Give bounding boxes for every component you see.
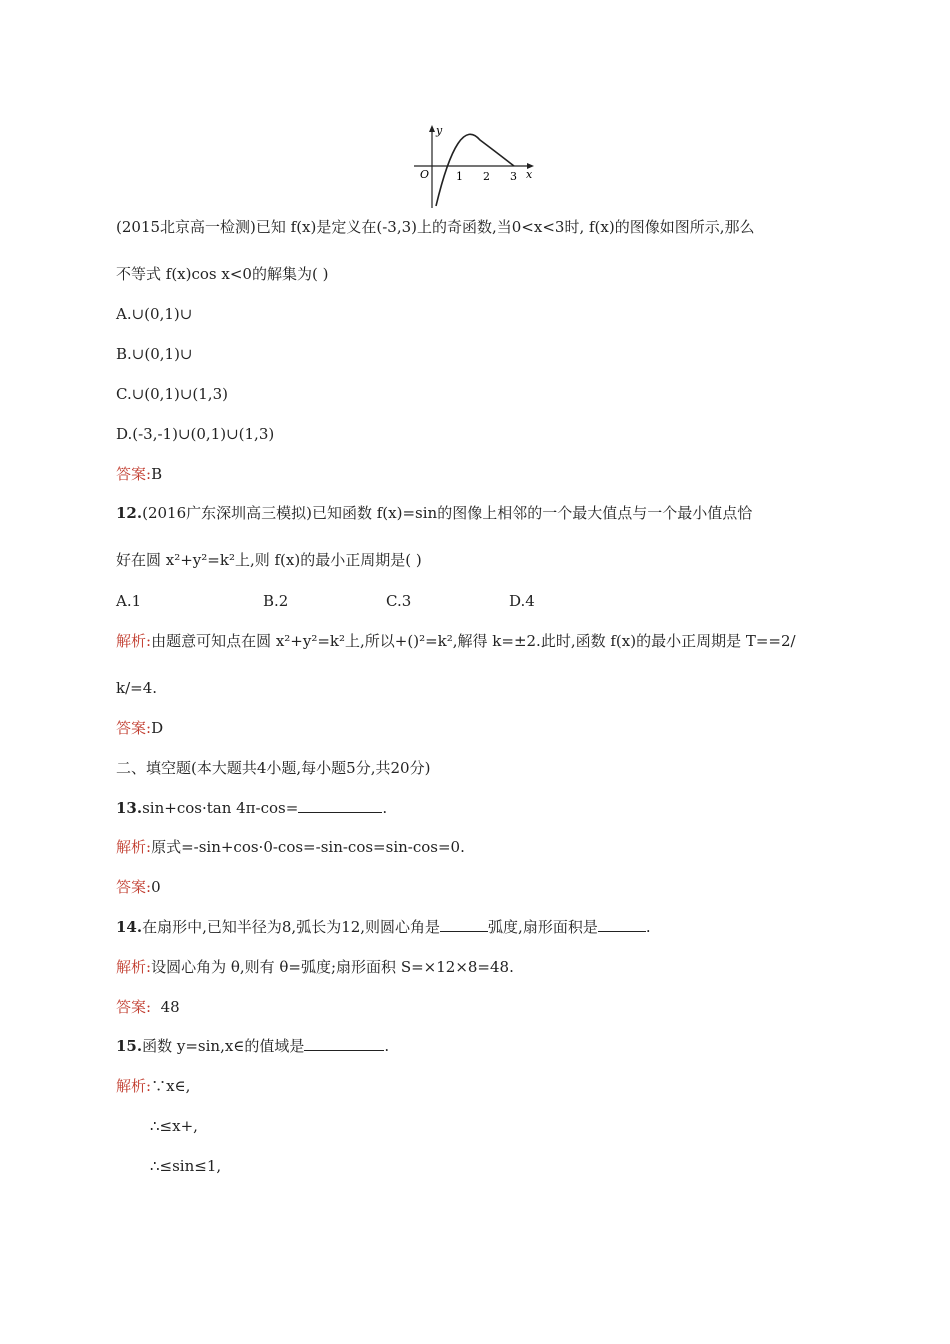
q11-stem-line1: (2015北京高一检测)已知 f(x)是定义在(-3,3)上的奇函数,当0<x<3时, f(x)的图像如图所示,那么: [116, 218, 755, 236]
q12-option-a: A.1: [116, 592, 142, 610]
analysis-text: ∵x∈,: [151, 1077, 191, 1095]
q14-end: .: [645, 918, 651, 936]
analysis-text: 原式=-sin+cos·0-cos=-sin-cos=sin-cos=0.: [151, 838, 465, 856]
answer-value: 48: [151, 998, 180, 1016]
q11-option-c: C.∪(0,1)∪(1,3): [116, 385, 228, 403]
q13-text: sin+cos·tan 4π-cos=: [142, 799, 299, 817]
q13-answer: [116, 877, 161, 897]
q14-stem: [116, 917, 651, 937]
analysis-label: 解析:: [116, 958, 152, 976]
answer-label: 答案:: [116, 465, 152, 483]
q11-stem-line2: 不等式 f(x)cos x<0的解集为( ): [116, 265, 329, 283]
question-number: 14.: [116, 918, 143, 936]
section-heading: 二、填空题(本大题共4小题,每小题5分,共20分): [116, 759, 431, 777]
origin-label: O: [420, 168, 430, 181]
analysis-text: 设圆心角为 θ,则有 θ=弧度;扇形面积 S=×12×8=48.: [151, 958, 514, 976]
curve: [436, 134, 514, 206]
q13-analysis: [116, 837, 465, 857]
q13-end: .: [382, 799, 388, 817]
q12-stem-line1: [116, 503, 752, 523]
q15-step-2: ∴≤sin≤1,: [150, 1157, 222, 1175]
q12-option-c: C.3: [386, 592, 412, 610]
q15-text: 函数 y=sin,x∈的值域是: [142, 1037, 305, 1055]
x-axis-label: x: [526, 168, 533, 181]
q12-stem-line2: 好在圆 x²+y²=k²上,则 f(x)的最小正周期是( ): [116, 551, 422, 569]
analysis-label: 解析:: [116, 838, 152, 856]
tick-label-2: 2: [483, 170, 490, 183]
question-number: 15.: [116, 1037, 143, 1055]
q14-text-b: 弧度,扇形面积是: [488, 918, 598, 936]
q15-stem: [116, 1036, 389, 1056]
analysis-text: 由题意可知点在圆 x²+y²=k²上,所以+()²=k²,解得 k=±2.此时,函数 f(x)的最小正周期是 T==2/: [151, 632, 796, 650]
answer-blank: [298, 798, 382, 813]
y-axis-arrow: [429, 125, 435, 132]
y-axis-label: y: [436, 124, 443, 137]
answer-blank: [304, 1036, 384, 1051]
analysis-label: 解析:: [116, 1077, 152, 1095]
q12-analysis-line2: k/=4.: [116, 679, 158, 697]
analysis-label: 解析:: [116, 632, 152, 650]
q11-option-a: A.∪(0,1)∪: [116, 305, 193, 323]
answer-label: 答案:: [116, 719, 152, 737]
q11-answer: [116, 464, 162, 484]
answer-label: 答案:: [116, 998, 152, 1016]
question-number: 13.: [116, 799, 143, 817]
answer-label: 答案:: [116, 878, 152, 896]
tick-label-3: 3: [510, 170, 517, 183]
q14-text-a: 在扇形中,已知半径为8,弧长为12,则圆心角是: [142, 918, 441, 936]
q11-option-b: B.∪(0,1)∪: [116, 345, 193, 363]
tick-label-1: 1: [456, 170, 463, 183]
q12-analysis-line1: [116, 631, 796, 651]
q13-stem: [116, 798, 387, 818]
answer-value: 0: [151, 878, 161, 896]
question-number: 12.: [116, 504, 143, 522]
q12-text: (2016广东深圳高三模拟)已知函数 f(x)=sin的图像上相邻的一个最大值点与一个最小值点恰: [142, 504, 753, 522]
answer-blank-2: [598, 917, 646, 932]
q12-answer: [116, 718, 163, 738]
q14-answer: [116, 997, 180, 1017]
q15-step-1: ∴≤x+,: [150, 1117, 198, 1135]
q12-option-d: D.4: [509, 592, 535, 610]
answer-value: D: [151, 719, 164, 737]
q15-analysis: [116, 1076, 190, 1096]
q11-option-d: D.(-3,-1)∪(0,1)∪(1,3): [116, 425, 275, 443]
function-graph: [410, 122, 540, 210]
answer-value: B: [151, 465, 163, 483]
q12-option-b: B.2: [263, 592, 289, 610]
q14-analysis: [116, 957, 514, 977]
answer-blank-1: [440, 917, 488, 932]
q15-end: .: [384, 1037, 390, 1055]
